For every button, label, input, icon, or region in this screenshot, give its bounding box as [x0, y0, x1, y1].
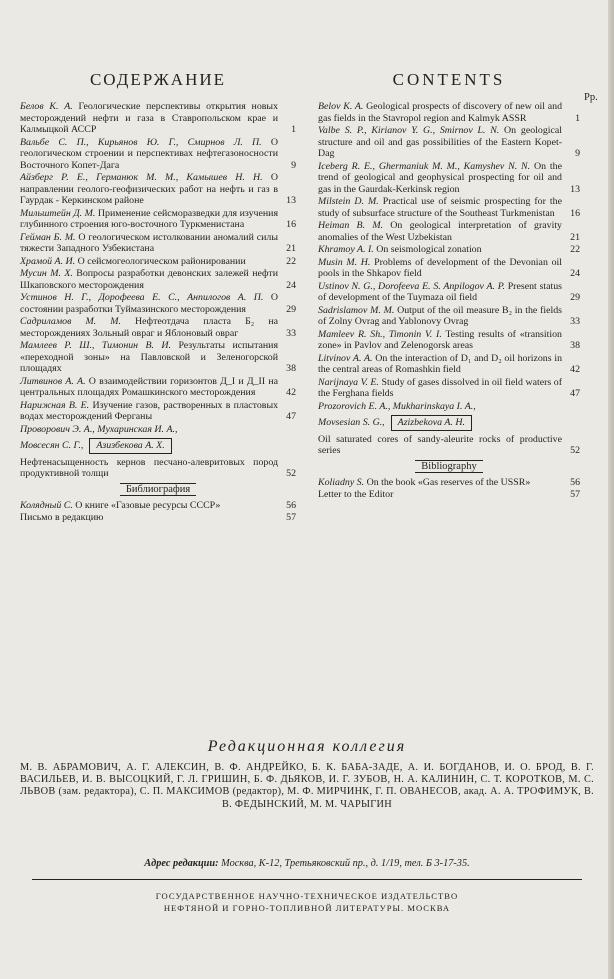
publisher-line-2: НЕФТЯНОЙ И ГОРНО-ТОПЛИВНОЙ ЛИТЕРАТУРЫ. МОСКВА [163, 903, 451, 913]
entry-author: Prozorovich E. A., Mukharinskaya I. A., [318, 400, 476, 412]
address-label: Адрес редакции: [144, 858, 219, 869]
heading-en: CONTENTS [392, 70, 506, 89]
entry-author: Musin M. H. [318, 256, 371, 268]
entry-ru-4 [20, 232, 296, 255]
entry-en-prozorovich [318, 401, 580, 413]
entry-page: 52 [286, 468, 296, 479]
entry-page: 16 [570, 207, 580, 219]
entry-title: О направлении геолого-геофизических работ на нефть и газ в Гаурдак - Керкинском районе [20, 172, 279, 206]
entry-page: 21 [286, 243, 296, 254]
entry-author: Ustinov N. G., Dorofeeva E. S. Anpilogov A. P. [318, 280, 505, 292]
entries-en [318, 101, 580, 400]
entry-en-4 [318, 220, 580, 243]
entry-title: Нефтеотдача пласта Б₂ на месторождениях Зольный овраг и Яблоновый овраг [20, 316, 278, 339]
pages-header: Pp. [584, 92, 598, 103]
address-text: Москва, К-12, Третьяковский пр., д. 1/19, тел. Б 3-17-35. [221, 858, 470, 869]
entry-en-1 [318, 125, 580, 160]
entry-en-11 [318, 377, 580, 400]
publisher [20, 890, 594, 914]
entry-en-movsesian [318, 415, 580, 431]
editorial-board [20, 738, 594, 811]
entry-title: Вопросы разработки девонских залежей нефти Шкаповского месторождения [20, 268, 278, 291]
entry-author: Мильштейн Д. М. [20, 207, 96, 219]
entry-author: Садриламов М. М. [20, 316, 121, 327]
entry-author: Milstein D. M. [318, 196, 379, 207]
entry-page: 22 [286, 255, 296, 267]
entry-page: 24 [286, 279, 296, 291]
entries-ru [20, 101, 296, 423]
entry-author: Белов К. А. [20, 101, 73, 112]
entry-title: Письмо в редакцию [20, 512, 104, 523]
entry-page: 42 [286, 387, 296, 398]
entry-author: Храмой А. И. [20, 255, 76, 267]
entry-title: Изучение газов, растворенных в пластовых водах месторождений Ферганы [20, 399, 279, 422]
section-bibliography-en: Bibliography [318, 460, 580, 473]
entry-en-cores [318, 434, 580, 457]
entry-page: 42 [570, 364, 580, 375]
entry-title: О геологическом истолковании аномалий силы тяжести Западного Узбекистана [20, 231, 278, 254]
entry-title: Geological prospects of discovery of new oil and gas fields in the Stavropol region and Kalmyk ASSR [318, 101, 563, 124]
entry-en-2 [318, 161, 580, 196]
entry-page: 29 [570, 292, 580, 303]
entry-ru-after-1 [20, 512, 296, 524]
entry-page: 21 [570, 231, 580, 243]
entry-title: О сейсмогеологическом районировании [77, 255, 246, 267]
entry-title: Результаты испытания «переходной зоны» на Павловской и Зеленогорской площадях [20, 340, 278, 374]
entry-title: О геологическом строении и перспективах нефтегазоносности Восточного Копет-Дага [20, 136, 279, 171]
entry-title: On the interaction of D₁ and D₂ oil horizons in the central areas of Romashkin field [318, 352, 563, 375]
entries-ru-after [20, 500, 296, 524]
entry-en-9 [318, 329, 580, 352]
entry-title: On the book «Gas reserves of the USSR» [366, 476, 531, 488]
entry-page: 1 [291, 124, 296, 135]
entry-en-7 [318, 281, 580, 304]
entry-title: On the trend of geological and geophysical prospecting for oil and gas in the Gaurdak-Kerkinsk region [318, 160, 563, 195]
entry-title: Present status of development of the Tuymaza oil field [318, 280, 562, 303]
entry-author: Koliadny S. [318, 476, 365, 488]
entry-page: 13 [286, 195, 296, 206]
entry-page: 16 [286, 219, 296, 230]
entry-author: Гейман Б. М. [20, 231, 76, 243]
entry-page: 33 [286, 327, 296, 339]
entry-en-10 [318, 353, 580, 376]
entry-author: Khramoy A. I. [318, 244, 374, 255]
entry-author: Belov K. A. [318, 101, 364, 112]
entry-en-after-1 [318, 489, 580, 501]
entry-page: 29 [286, 303, 296, 315]
editorial-address [32, 858, 582, 880]
entry-title: Нефтенасыщенность кернов песчано-алевритовых пород продуктивной толщи [20, 456, 278, 479]
publisher-line-1: ГОСУДАРСТВЕННОЕ НАУЧНО-ТЕХНИЧЕСКОЕ ИЗДАТЕЛЬСТВО [155, 891, 459, 901]
entry-en-after-0 [318, 477, 580, 489]
entry-ru-11 [20, 400, 296, 423]
entry-author: Sadrislamov M. M. [318, 304, 395, 316]
entry-ru-0 [20, 101, 296, 136]
entry-page: 38 [570, 340, 580, 351]
entry-page: 52 [570, 445, 580, 456]
entry-ru-provorovich [20, 424, 296, 436]
section-bibliography-ru: Библиография [20, 483, 296, 496]
entry-title: Применение сейсморазведки для изучения глубинного строения юго-восточного Туркменистана [20, 207, 278, 230]
entry-title: Practical use of seismic prospecting for the study of subsurface structure of the Southeast Turkmenistan [318, 196, 562, 219]
contents-english [318, 68, 580, 502]
boxed-author: Azizbekova A. H. [391, 415, 472, 431]
entry-author: Колядный С. [20, 499, 73, 511]
entry-author: Narijnaya V. E. [318, 376, 379, 388]
entry-author: Мусин М. Х. [20, 268, 73, 279]
editorial-board-members: М. В. АБРАМОВИЧ, А. Г. АЛЕКСИН, В. Ф. АНДРЕЙКО, Б. К. БАБА-ЗАДЕ, А. И. БОГДАНОВ, И. О. БРОД, В. Г. ВАСИЛЬЕВ, И. В. ВЫСОЦКИЙ, Г. Л. ГРИШИН, Б. Ф. ДЬЯКОВ, И. Г. ЗУБОВ, Н. А. КАЛИНИН, С. Т. КОРОТКОВ, М. С. ЛЬВОВ (зам. редактора), С. П. МАКСИМОВ (редактор), М. Ф. МИРЧИНК, Г. П. ОВАНЕСОВ, акад. А. А. ТРОФИМУК, В. В. ФЕДЫНСКИЙ, М. М. ЧАРЫГИН [20, 762, 594, 810]
entry-title: О взаимодействии горизонтов Д_I и Д_II на центральных площадях Ромашкинского месторождения [20, 375, 279, 398]
entry-author: Мовсесян С. Г., [20, 440, 84, 451]
entry-ru-7 [20, 292, 296, 315]
entry-title: О состоянии разработки Туймазинского месторождения [20, 292, 278, 315]
entry-title: О книге «Газовые ресурсы СССР» [75, 499, 221, 511]
entry-title: On geological structure and oil and gas possibilities of the Eastern Kopet-Dag [318, 125, 563, 159]
entry-author: Heiman B. M. [318, 220, 384, 231]
entry-ru-8 [20, 316, 296, 339]
entry-en-0 [318, 101, 580, 124]
entry-page: 24 [570, 268, 580, 279]
boxed-author: Азизбекова А. Х. [89, 438, 171, 454]
page-edge-shadow [608, 0, 614, 979]
entry-page: 38 [286, 363, 296, 374]
entry-page: 13 [570, 183, 580, 195]
entry-page: 9 [291, 159, 296, 171]
entry-title: Letter to the Editor [318, 489, 394, 500]
entry-ru-10 [20, 376, 296, 399]
entry-ru-cores [20, 457, 296, 480]
entry-ru-5 [20, 256, 296, 268]
entry-page: 33 [570, 316, 580, 327]
entry-ru-9 [20, 340, 296, 375]
entry-page: 57 [570, 489, 580, 500]
entry-page: 56 [570, 476, 580, 488]
entry-author: Valbe S. P., Kirianov Y. G., Smirnov L. N. [318, 125, 500, 136]
entry-author: Movsesian S. G., [318, 417, 385, 428]
entry-title: Study of gases dissolved in oil field waters of the Ferghana fields [318, 376, 563, 399]
entry-page: 22 [570, 244, 580, 255]
entry-title: Problems of development of the Devonian oil pools in the Shkapov field [318, 256, 563, 279]
entry-author: Айзберг Р. Е., Германюк М. М., Камышев Н. Н. [20, 172, 263, 183]
entry-title: On seismological zonation [376, 244, 482, 255]
entries-en-after [318, 477, 580, 501]
entry-ru-after-0 [20, 500, 296, 512]
entry-ru-6 [20, 268, 296, 291]
contents-russian [20, 68, 296, 525]
entry-en-3 [318, 196, 580, 219]
entry-ru-2 [20, 172, 296, 207]
entry-ru-movsesyan [20, 438, 296, 454]
entry-title: Геологические перспективы открытия новых месторождений нефти и газа в Ставропольском крае и Калмыцкой АССР [20, 101, 279, 135]
entry-author: Mamleev R. Sh., Timonin V. I. [318, 328, 442, 340]
entry-author: Мамлеев Р. Ш., Тимонин В. И. [20, 340, 172, 351]
heading-ru: СОДЕРЖАНИЕ [89, 70, 227, 89]
entry-en-8 [318, 305, 580, 328]
entry-page: 1 [575, 112, 580, 124]
entry-page: 9 [575, 148, 580, 159]
entry-title: Oil saturated cores of sandy-aleurite rocks of productive series [318, 433, 562, 456]
entry-en-6 [318, 257, 580, 280]
entry-author: Iceberg R. E., Ghermaniuk M. M., Kamyshev N. N. [318, 160, 531, 172]
entry-ru-1 [20, 137, 296, 172]
entry-page: 57 [286, 512, 296, 523]
entry-author: Устинов Н. Г., Дорофеева Е. С., Анпилогов А. П. [20, 292, 264, 303]
entry-en-5 [318, 244, 580, 256]
entry-author: Проворович Э. А., Мухаринская И. А., [20, 423, 178, 435]
editorial-board-title: Редакционная коллегия [207, 738, 407, 755]
entry-author: Литвинов А. А. [20, 375, 86, 387]
entry-title: Testing results of «transition zone» in Pavlov and Zelenogorsk areas [318, 328, 562, 351]
entry-author: Litvinov A. A. [318, 352, 373, 364]
entry-page: 56 [286, 499, 296, 511]
entry-author: Вальбе С. П., Кирьянов Ю. Г., Смирнов Л. П. [20, 136, 262, 148]
entry-author: Нарижная В. Е. [20, 399, 90, 411]
entry-page: 47 [570, 388, 580, 399]
entry-page: 47 [286, 411, 296, 422]
entry-ru-3 [20, 208, 296, 231]
entry-title: Output of the oil measure B₂ in the fields of Zolny Ovrag and Yablonovy Ovrag [318, 304, 563, 327]
entry-title: On geological interpretation of gravity anomalies of the West Uzbekistan [318, 220, 562, 243]
